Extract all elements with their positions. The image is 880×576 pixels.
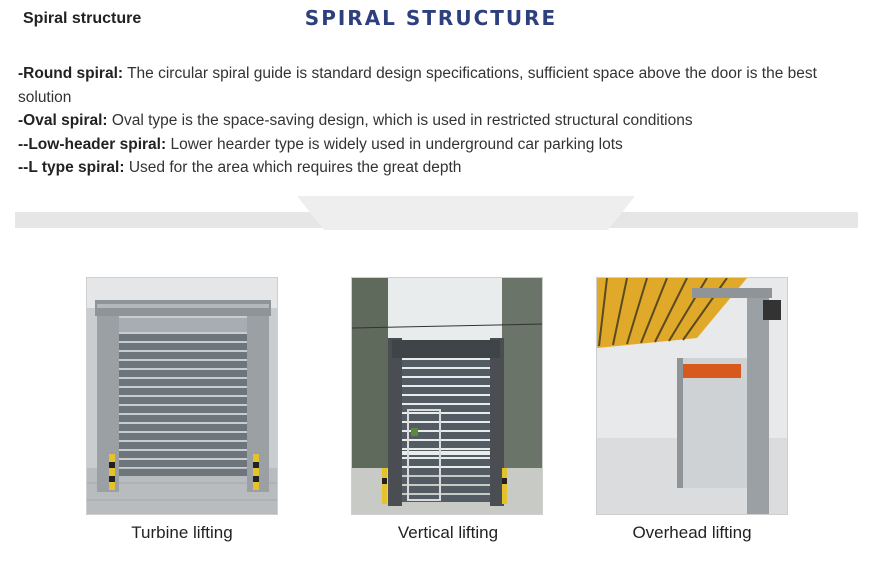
spec-text: Oval type is the space-saving design, which is used in restricted structural conditions	[107, 112, 693, 129]
banner-tab	[297, 196, 635, 230]
gallery-card-turbine	[87, 278, 277, 514]
spec-text: The circular spiral guide is standard design specifications, sufficient space above the door is the best solution	[18, 65, 817, 106]
spec-label: -Oval spiral:	[18, 112, 108, 129]
spec-text: Used for the area which requires the great depth	[124, 159, 462, 176]
spec-label: -Round spiral:	[18, 65, 124, 82]
turbine-door-photo	[87, 278, 277, 514]
spec-label: --Low-header spiral:	[18, 135, 167, 153]
spec-label: --L type spiral:	[18, 159, 125, 176]
spec-list	[18, 62, 863, 180]
spec-oval-spiral	[18, 109, 863, 133]
section-banner	[15, 196, 858, 232]
overhead-door-photo	[597, 278, 787, 514]
vertical-door-photo	[352, 278, 542, 514]
banner-title: SPIRAL STRUCTURE	[304, 6, 558, 30]
caption-vertical: Vertical lifting	[397, 523, 499, 542]
caption-overhead: Overhead lifting	[632, 523, 752, 542]
gallery-card-vertical	[352, 278, 542, 514]
section-title: Spiral structure	[23, 10, 142, 27]
spec-low-header-spiral	[18, 133, 863, 157]
gallery-card-overhead	[597, 278, 787, 514]
spec-l-type-spiral	[18, 156, 863, 180]
spec-round-spiral	[18, 62, 863, 109]
caption-turbine: Turbine lifting	[131, 523, 233, 542]
spec-text: Lower hearder type is widely used in underground car parking lots	[166, 135, 623, 153]
